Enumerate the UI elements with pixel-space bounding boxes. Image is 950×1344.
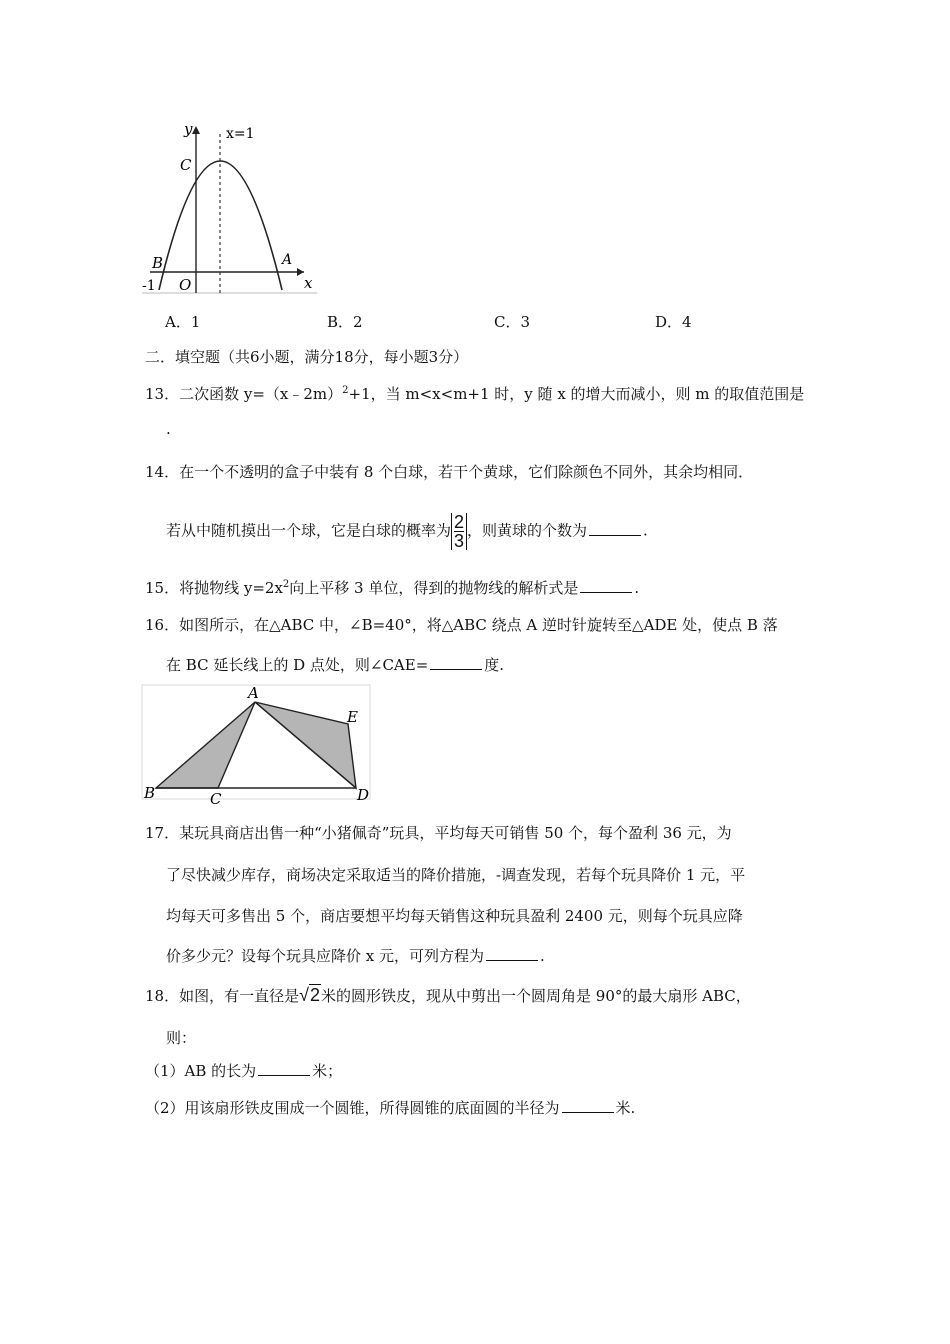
question-16-line1: 16．如图所示，在△ABC 中，∠B=40°，将△ABC 绕点 A 逆时针旋转至△ADE 处，使点 B 落	[145, 616, 778, 634]
triangle-abc-shaded	[156, 702, 255, 788]
question-18-line2: 则：	[166, 1029, 197, 1047]
q15-post: 向上平移 3 单位，得到的抛物线的解析式是	[289, 579, 579, 597]
answer-blank-18-2[interactable]	[562, 1098, 614, 1113]
question-17-line3: 均每天可多售出 5 个，商店要想平均每天销售这种玩具盈利 2400 元，则每个玩具应降	[166, 907, 743, 925]
label-minus-one: -1	[142, 278, 156, 294]
question-17-line4	[166, 945, 545, 966]
question-13-end: .	[166, 420, 171, 438]
question-13-line1	[145, 383, 804, 404]
label-origin: O	[179, 276, 192, 294]
q15-sup: 2	[282, 579, 290, 590]
answer-blank-15[interactable]	[580, 578, 632, 593]
label-c: C	[180, 156, 192, 174]
q18-pre: 18．如图，有一直径是	[145, 987, 300, 1005]
question-14-line2	[166, 513, 648, 550]
fraction-denominator: 3	[454, 531, 465, 551]
sqrt-radicand: 2	[309, 985, 320, 1005]
question-14-line1: 14．在一个不透明的盒子中装有 8 个白球，若干个黄球，它们除颜色不同外，其余均相同．	[145, 463, 754, 481]
label-y: y	[184, 120, 193, 138]
q15-end: .	[634, 579, 640, 597]
parabola-figure	[142, 118, 322, 298]
q13-post: +1，当 m<x<m+1 时，y 随 x 的增大而减小，则 m 的取值范围是	[348, 385, 805, 403]
question-18-line1	[145, 985, 751, 1006]
answer-blank-17[interactable]	[486, 946, 538, 961]
label-e: E	[347, 708, 358, 726]
section-title: 二．填空题（共6小题，满分18分，每小题3分）	[145, 348, 469, 366]
triangle-figure	[140, 683, 372, 805]
q13-sup: 2	[342, 385, 349, 396]
question-16-line2	[166, 654, 504, 675]
question-17-line2: 了尽快减少库存，商场决定采取适当的降价措施，-调查发现，若每个玩具降价 1 元，平	[166, 866, 746, 884]
x-axis-arrow	[297, 268, 304, 276]
q17-pre: 价多少元？设每个玩具应降价 x 元，可列方程为	[166, 947, 484, 965]
q18-part1-pre: （1）AB 的长为	[145, 1062, 257, 1080]
q15-pre: 15．将抛物线 y=2x	[145, 579, 283, 597]
label-axis-of-symmetry: x=1	[226, 126, 255, 142]
label-x: x	[304, 274, 313, 292]
q14-pre: 若从中随机摸出一个球，它是白球的概率为	[166, 521, 452, 540]
answer-blank-16[interactable]	[430, 655, 482, 670]
label-a: A	[248, 684, 259, 702]
label-a: A	[282, 252, 293, 268]
q18-post: 米的圆形铁皮，现从中剪出一个圆周角是 90°的最大扇形 ABC，	[321, 987, 751, 1005]
q13-pre: 13．二次函数 y=（x﹣2m）	[145, 385, 343, 403]
choice-c: C．3	[494, 313, 531, 331]
q18-part2-post: 米.	[615, 1099, 636, 1117]
q14-end: .	[643, 521, 648, 540]
q16-post: 度.	[484, 656, 505, 674]
probability-fraction	[451, 513, 467, 550]
choice-d: D．4	[655, 313, 692, 331]
choice-b: B．2	[327, 313, 363, 331]
answer-blank-18-1[interactable]	[258, 1061, 310, 1076]
question-18-part2	[145, 1097, 635, 1118]
question-15	[145, 577, 639, 598]
label-c: C	[210, 790, 222, 805]
question-17-line1: 17．某玩具商店出售一种“小猪佩奇”玩具，平均每天可销售 50 个，每个盈利 36 元，为	[145, 824, 732, 842]
q18-part1-post: 米；	[312, 1062, 343, 1080]
choice-a: A．1	[165, 313, 201, 331]
q18-part2-pre: （2）用该扇形铁皮围成一个圆锥，所得圆锥的底面圆的半径为	[145, 1099, 560, 1117]
question-18-part1	[145, 1060, 342, 1081]
label-b: B	[144, 784, 156, 802]
label-b: B	[152, 254, 164, 272]
q16-pre: 在 BC 延长线上的 D 点处，则∠CAE=	[166, 656, 429, 674]
answer-blank-14[interactable]	[589, 521, 641, 536]
y-axis-arrow	[192, 126, 200, 134]
label-d: D	[357, 786, 370, 804]
q17-end: .	[540, 947, 545, 965]
q14-post: ，则黄球的个数为	[467, 521, 588, 540]
fraction-numerator: 2	[454, 512, 465, 532]
sqrt-two: √2	[299, 985, 320, 1005]
